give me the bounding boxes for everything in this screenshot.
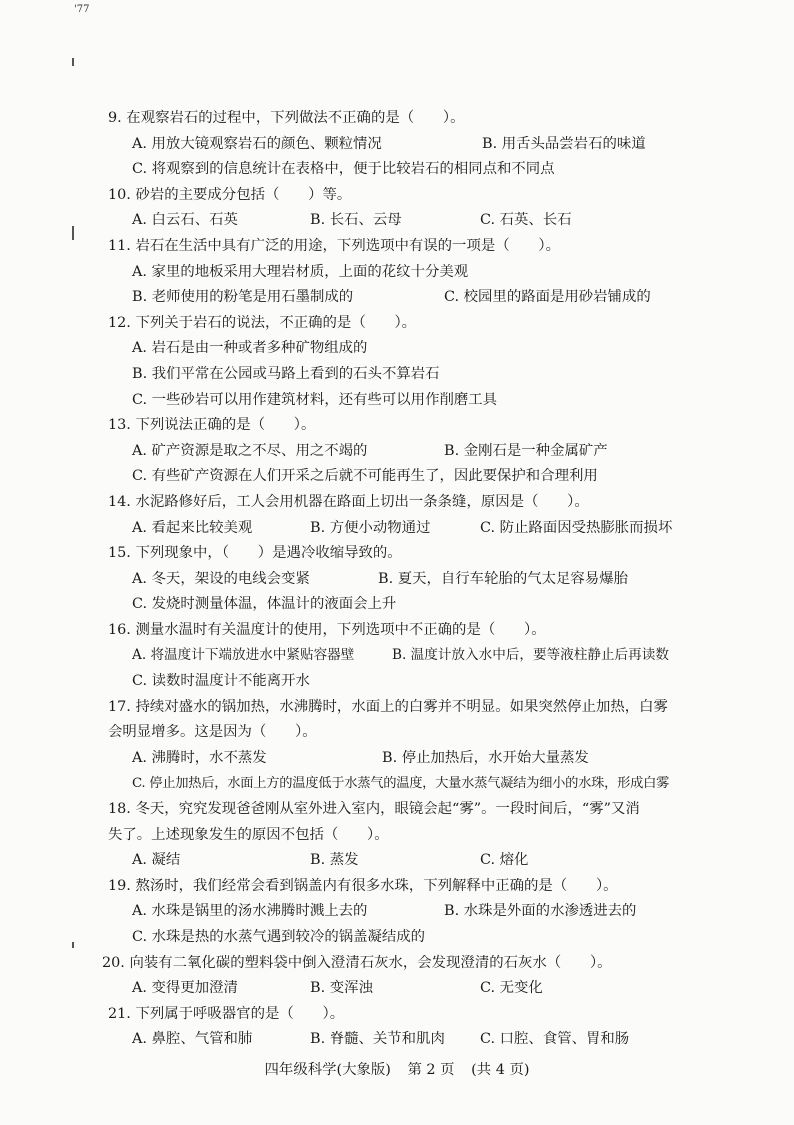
options-row [108, 899, 708, 925]
option: B. 停止加热后，水开始大量蒸发 [382, 749, 589, 766]
option: A. 白云石、石英 [132, 212, 238, 229]
option: A. 沸腾时，水不蒸发 [132, 749, 267, 766]
margin-tick [72, 58, 74, 66]
footer-total-pages: (共 4 页) [471, 1062, 530, 1078]
question-stem: 19. 熬汤时，我们经常会看到锅盖内有很多水珠，下列解释中正确的是（ ）。 [108, 877, 618, 894]
question-list [102, 106, 708, 1053]
option: A. 用放大镜观察岩石的颜色、颗粒情况 [132, 135, 382, 152]
option: C. 石英、长石 [480, 212, 572, 229]
option: A. 冬天，架设的电线会变紧 [132, 570, 310, 587]
options-row [108, 567, 708, 593]
option: A. 矿产资源是取之不尽、用之不竭的 [132, 442, 368, 459]
option: B. 我们平常在公园或马路上看到的石头不算岩石 [132, 365, 440, 382]
options-row [108, 848, 708, 874]
options-row [108, 208, 708, 234]
option: C. 停止加热后，水面上方的温度低于水蒸气的温度，大量水蒸气凝结为细小的水珠，形成白雾 [132, 776, 670, 792]
option: A. 岩石是由一种或者多种矿物组成的 [132, 340, 368, 357]
option: B. 长石、云母 [310, 212, 402, 229]
option: B. 水珠是外面的水渗透进去的 [444, 903, 637, 920]
footer-page-number: 第 2 页 [407, 1062, 455, 1078]
question-stem: 14. 水泥路修好后，工人会用机器在路面上切出一条条缝，原因是（ ）。 [108, 493, 589, 510]
question-stem: 16. 测量水温时有关温度计的使用，下列选项中不正确的是（ ）。 [108, 621, 546, 638]
option: C. 熔化 [480, 852, 529, 869]
option: B. 老师使用的粉笔是用石墨制成的 [132, 289, 354, 306]
options-row [108, 746, 708, 772]
option: B. 脊髓、关节和肌肉 [310, 1031, 445, 1048]
option: B. 变浑浊 [310, 980, 373, 997]
option: C. 水珠是热的水蒸气遇到较冷的锅盖凝结成的 [132, 929, 426, 945]
option: A. 将温度计下端放进水中紧贴容器壁 [132, 647, 355, 664]
question-stem: 11. 岩石在生活中具有广泛的用途，下列选项中有误的一项是（ ）。 [108, 237, 560, 254]
question-stem: 20. 向装有二氧化碳的塑料袋中倒入澄清石灰水，会发现澄清的石灰水（ ）。 [102, 954, 612, 971]
option: C. 读数时温度计不能离开水 [132, 673, 310, 690]
question-stem: 15. 下列现象中，（ ）是遇冷收缩导致的。 [108, 545, 402, 562]
option: B. 方便小动物通过 [310, 519, 431, 536]
question-stem-continued: 失了。上述现象发生的原因不包括（ ）。 [108, 826, 389, 843]
options-row [108, 439, 708, 465]
option: C. 一些砂岩可以用作建筑材料，还有些可以用作削磨工具 [132, 391, 498, 408]
option: B. 夏天，自行车轮胎的气太足容易爆胎 [378, 570, 628, 587]
question-stem: 10. 砂岩的主要成分包括（ ）等。 [108, 186, 352, 203]
option: C. 校园里的路面是用砂岩铺成的 [444, 289, 651, 306]
option: A. 家里的地板采用大理岩材质，上面的花纹十分美观 [132, 263, 469, 280]
question-stem-continued: 会明显增多。这是因为（ ）。 [108, 724, 317, 741]
question-stem: 21. 下列属于呼吸器官的是（ ）。 [108, 1005, 345, 1022]
option: C. 发烧时测量体温，体温计的液面会上升 [132, 596, 397, 613]
margin-tick [72, 942, 74, 948]
option: B. 用舌头品尝岩石的味道 [482, 135, 646, 152]
options-row [108, 516, 708, 542]
question-stem: 13. 下列说法正确的是（ ）。 [108, 417, 316, 434]
option: C. 无变化 [480, 980, 543, 997]
margin-tick [72, 226, 74, 240]
options-row [108, 285, 708, 311]
page-footer [0, 1058, 794, 1079]
option: B. 温度计放入水中后，要等液柱静止后再读数 [392, 647, 669, 664]
question-stem: 17. 持续对盛水的锅加热，水沸腾时，水面上的白雾并不明显。如果突然停止加热，白雾 [108, 698, 668, 715]
options-row [108, 1027, 708, 1053]
option: C. 口腔、食管、胃和肠 [480, 1031, 630, 1048]
option: C. 防止路面因受热膨胀而损坏 [480, 519, 673, 536]
options-row [108, 976, 708, 1002]
question-stem: 12. 下列关于岩石的说法，不正确的是（ ）。 [108, 314, 417, 331]
option: A. 鼻腔、气管和肺 [132, 1031, 253, 1048]
option: C. 有些矿产资源在人们开采之后就不可能再生了，因此要保护和合理利用 [132, 468, 598, 485]
question-stem: 9. 在观察岩石的过程中，下列做法不正确的是（ ）。 [108, 110, 465, 126]
footer-subject: 四年级科学(大象版) [264, 1062, 391, 1078]
question-stem: 18. 冬天，究究发现爸爸刚从室外进入室内，眼镜会起“雾”。一段时间后，“雾”又消 [108, 801, 640, 818]
option: A. 凝结 [132, 852, 181, 869]
option: C. 将观察到的信息统计在表格中，便于比较岩石的相同点和不同点 [132, 161, 555, 178]
options-row [108, 643, 708, 669]
corner-mark: '77 [74, 4, 90, 15]
option: A. 看起来比较美观 [132, 519, 253, 536]
option: B. 蒸发 [310, 852, 359, 869]
option: A. 水珠是锅里的汤水沸腾时溅上去的 [132, 903, 368, 920]
options-row [108, 132, 708, 158]
option: A. 变得更加澄清 [132, 980, 238, 997]
option: B. 金刚石是一种金属矿产 [444, 442, 608, 459]
